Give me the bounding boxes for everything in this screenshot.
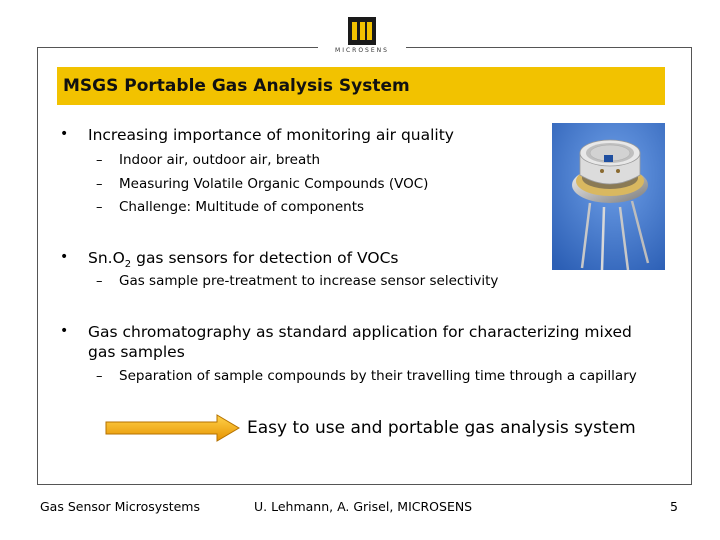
bullet-dot: • [60, 126, 69, 142]
bullet-1-sub-1: Indoor air, outdoor air, breath [119, 152, 321, 168]
bullet-3-line-1: Gas chromatography as standard application for characterizing mixed [88, 323, 632, 341]
bullet-dot: • [60, 249, 69, 265]
dash-glyph: – [96, 274, 103, 289]
bullet-1-sub-2: Measuring Volatile Organic Compounds (VOC) [119, 176, 429, 192]
bullet-1-text: Increasing importance of monitoring air quality [88, 126, 454, 144]
gas-sensor-photo [552, 123, 665, 270]
title-bar [57, 67, 665, 105]
right-arrow-icon [105, 414, 241, 446]
dash-glyph: – [96, 177, 103, 192]
dash-glyph: – [96, 200, 103, 215]
bullet-2-text: $Sn.O_2$ gas sensors for detection of VOCs [88, 249, 399, 271]
conclusion-text: Easy to use and portable gas analysis system [247, 418, 636, 438]
footer-center: U. Lehmann, A. Grisel, MICROSENS [254, 499, 473, 514]
dash-glyph: – [96, 153, 103, 168]
microsens-logo [318, 12, 406, 58]
bullet-dot: • [60, 323, 69, 339]
footer-left: Gas Sensor Microsystems [40, 499, 200, 514]
bullet-2-sub-1: Gas sample pre-treatment to increase sensor selectivity [119, 273, 499, 289]
dash-glyph: – [96, 369, 103, 384]
logo-text: MICROSENS [335, 47, 389, 54]
slide-title: MSGS Portable Gas Analysis System [63, 76, 410, 96]
bullet-1-sub-3: Challenge: Multitude of components [119, 199, 365, 215]
page-number: 5 [670, 499, 678, 514]
bullet-3-line-2: gas samples [88, 343, 185, 361]
bullet-3-sub-1: Separation of sample compounds by their travelling time through a capillary [119, 368, 637, 384]
logo-mark-icon [348, 17, 376, 45]
